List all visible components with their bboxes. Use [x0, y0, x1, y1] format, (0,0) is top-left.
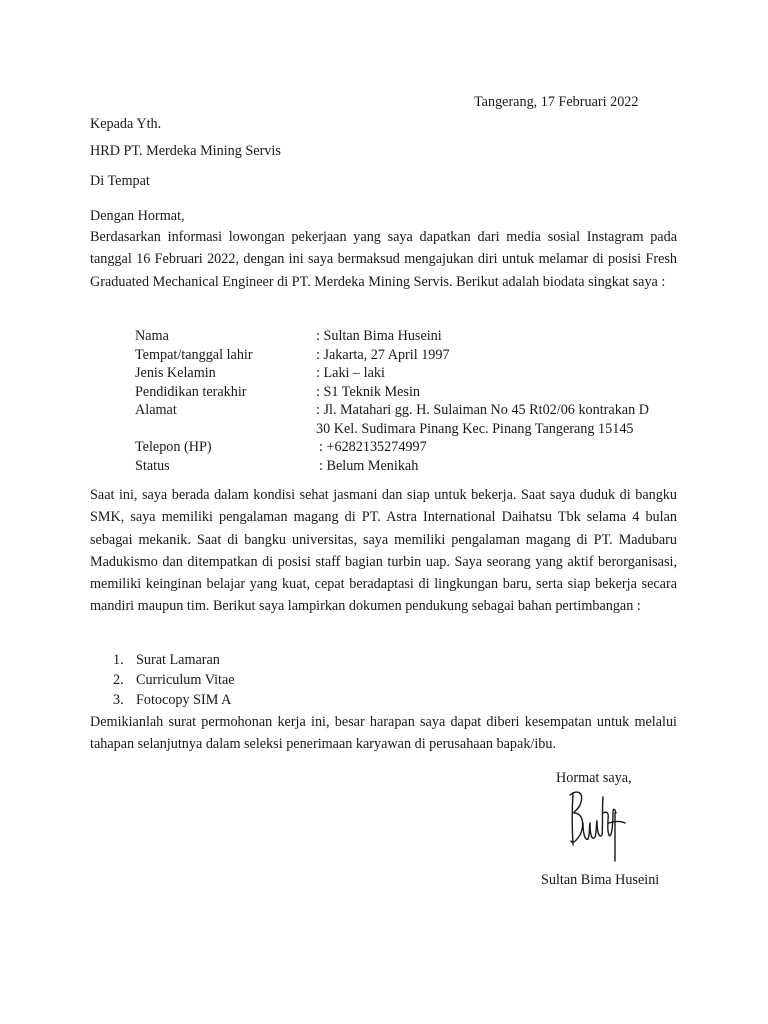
biodata-value: : S1 Teknik Mesin — [316, 383, 420, 400]
biodata-value: : Laki – laki — [316, 365, 385, 381]
list-item-text: Fotocopy SIM A — [136, 692, 232, 708]
biodata-value: : Jl. Matahari gg. H. Sulaiman No 45 Rt02/06 kontrakan D — [316, 402, 649, 418]
intro-paragraph — [90, 226, 677, 293]
closing-paragraph — [90, 711, 677, 756]
recipient-salutation: Kepada Yth. — [90, 116, 162, 132]
biodata-label: Telepon (HP) — [135, 439, 212, 455]
biodata-row — [135, 401, 695, 438]
biodata-label: Status — [135, 457, 170, 474]
biodata-value: : Belum Menikah — [319, 457, 419, 474]
biodata-row — [135, 327, 695, 346]
signer-name: Sultan Bima Huseini — [541, 872, 660, 888]
recipient-location: Di Tempat — [90, 173, 150, 189]
list-item-number: 3. — [113, 692, 124, 708]
closing-phrase: Hormat saya, — [556, 770, 632, 786]
list-item-text: Curriculum Vitae — [136, 672, 235, 688]
biodata-value: : Jakarta, 27 April 1997 — [316, 346, 450, 363]
biodata-row — [135, 383, 695, 402]
list-item-number: 2. — [113, 672, 124, 688]
intro-paragraph-text: Berdasarkan informasi lowongan pekerjaan yang saya dapatkan dari media sosial Instagram pada tanggal 16 Februari 2022, dengan ini saya bermaksud mengajukan diri untuk melamar di posisi Fresh Graduated Mechanical Engineer di PT. Merdeka Mining Servis. Berikut adalah biodata singkat saya : — [90, 229, 677, 290]
biodata-row — [135, 457, 695, 476]
body-paragraph — [90, 484, 677, 618]
biodata-row — [135, 346, 695, 365]
biodata-label: Alamat — [135, 402, 177, 418]
body-paragraph-text: Saat ini, saya berada dalam kondisi sehat jasmani dan siap untuk bekerja. Saat saya duduk di bangku SMK, saya memiliki pengalaman magang di PT. Astra International Daihatsu Tbk selama 4 bulan sebagai mekanik. Saat di bangku universitas, saya memiliki pengalaman magang di PT. Madubaru Madukismo dan ditempatkan di posisi staff bagian turbin uap. Saya seorang yang aktif berorganisasi, memiliki keinginan belajar yang kuat, cepat beradaptasi di lingkungan baru, serta siap bekerja secara mandiri maupun tim. Berikut saya lampirkan dokumen pendukung sebagai bahan pertimbangan : — [90, 487, 677, 615]
list-item-number: 1. — [113, 652, 124, 668]
biodata-label: Jenis Kelamin — [135, 365, 216, 381]
biodata-label: Pendidikan terakhir — [135, 383, 247, 400]
signature-icon — [563, 783, 627, 863]
biodata-value: : +6282135274997 — [319, 439, 427, 455]
biodata-row — [135, 438, 695, 457]
biodata-row — [135, 364, 695, 383]
recipient-company: HRD PT. Merdeka Mining Servis — [90, 143, 281, 159]
closing-paragraph-text: Demikianlah surat permohonan kerja ini, besar harapan saya dapat diberi kesempatan untuk melalui tahapan selanjutnya dalam seleksi penerimaan karyawan di perusahaan bapak/ibu. — [90, 714, 677, 753]
greeting: Dengan Hormat, — [90, 208, 185, 224]
biodata-label: Nama — [135, 328, 169, 344]
biodata-table — [135, 327, 695, 475]
biodata-label: Tempat/tanggal lahir — [135, 346, 253, 363]
list-item-text: Surat Lamaran — [136, 652, 220, 668]
biodata-value-line2: 30 Kel. Sudimara Pinang Kec. Pinang Tangerang 15145 — [316, 420, 634, 437]
biodata-value: : Sultan Bima Huseini — [316, 328, 442, 344]
place-date: Tangerang, 17 Februari 2022 — [474, 94, 639, 110]
